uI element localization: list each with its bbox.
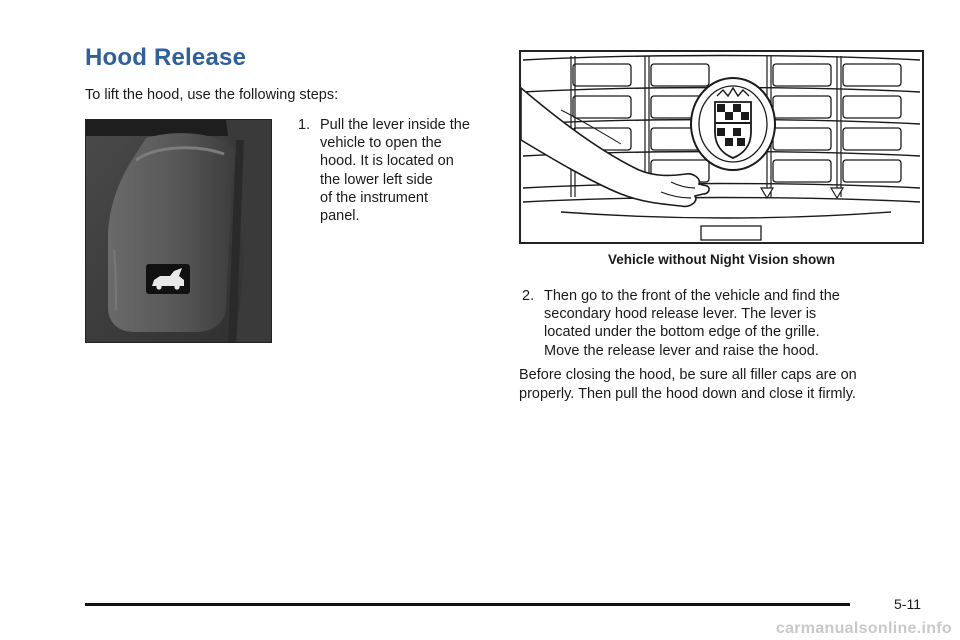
hood-release-lever-photo [85, 119, 272, 343]
step-number: 1. [298, 117, 311, 133]
step-1 [298, 116, 498, 225]
step-number: 2. [522, 288, 535, 304]
step-text: Pull the lever inside the vehicle to open the hood. It is located on the lower left side of the instrument panel. [320, 117, 470, 225]
figure-caption: Vehicle without Night Vision shown [607, 252, 835, 267]
section-heading: Hood Release [85, 44, 247, 71]
page-number: 5-11 [894, 596, 921, 612]
footer-rule [85, 603, 850, 606]
front-grille-illustration [519, 50, 924, 244]
hood-release-car-icon [146, 264, 190, 294]
watermark: carmanualsonline.info [775, 620, 952, 637]
step-2 [522, 287, 922, 360]
closing-paragraph: Before closing the hood, be sure all filler caps are on properly. Then pull the hood down and close it firmly. [519, 367, 857, 402]
cadillac-crest-icon [691, 78, 775, 170]
step-text: Then go to the front of the vehicle and find the secondary hood release lever. The lever is located under the bottom edge of the grille. Move the release lever and raise the hood. [544, 288, 840, 359]
intro-text: To lift the hood, use the following steps: [85, 87, 339, 103]
